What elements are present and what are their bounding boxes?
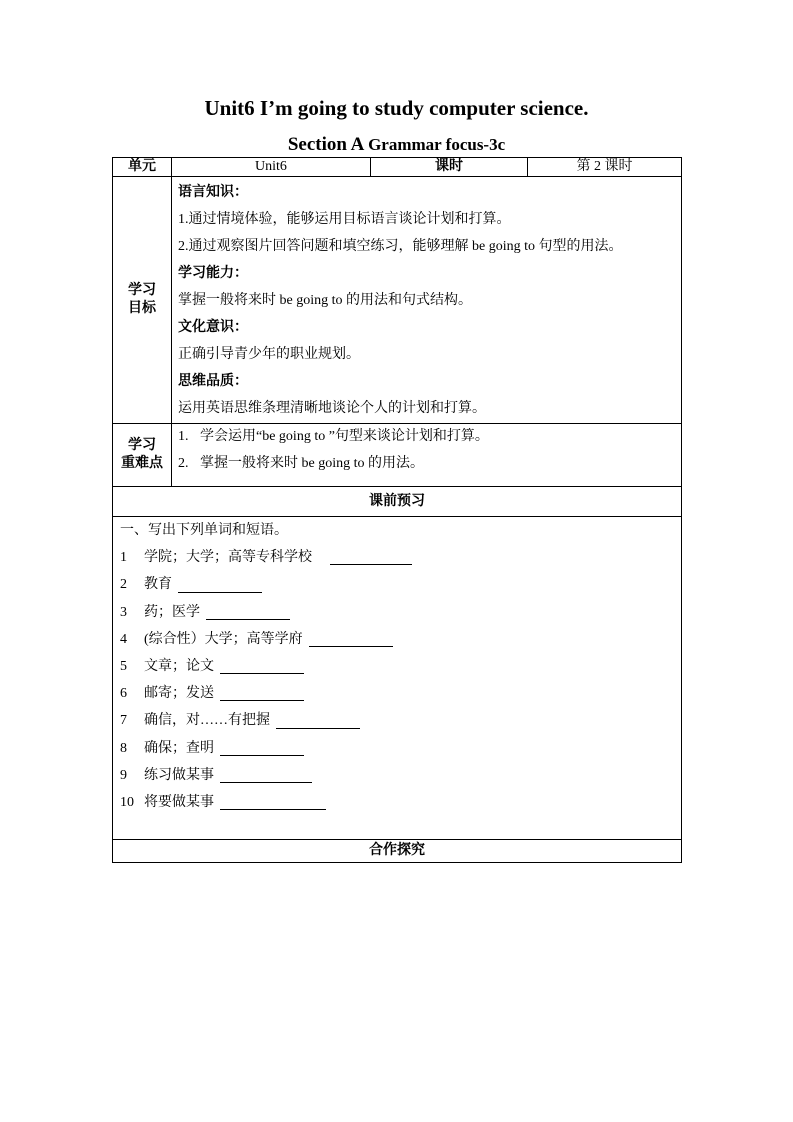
key-point-text: 掌握一般将来时 be going to 的用法。 (200, 456, 424, 471)
vocab-item (120, 628, 681, 655)
page-subtitle (0, 134, 793, 156)
vocab-prompt: 确信，对……有把握 (144, 713, 270, 729)
key-point-number: 2. (178, 456, 189, 471)
objective-line: 2.通过观察图片回答问题和填空练习，能够理解 be going to 句型的用法。 (178, 239, 623, 254)
answer-blank[interactable] (220, 741, 304, 756)
period-value: 第 2 课时 (528, 158, 682, 177)
vocab-prompt: 将要做某事 (144, 794, 214, 810)
preview-content-row (113, 517, 682, 840)
answer-blank[interactable] (220, 659, 304, 674)
answer-blank[interactable] (220, 768, 312, 783)
vocab-exercise (113, 517, 682, 840)
answer-blank[interactable] (309, 632, 393, 647)
vocab-item (120, 682, 681, 709)
objective-line: 学习能力： (178, 266, 248, 281)
vocab-item (120, 709, 681, 736)
answer-blank[interactable] (220, 795, 326, 810)
vocab-prompt: 文章；论文 (144, 658, 214, 674)
vocab-number: 2 (120, 577, 127, 593)
page-title: Unit6 I’m going to study computer science. (204, 96, 589, 120)
vocab-item (120, 546, 681, 573)
preview-title: 课前预习 (113, 487, 682, 517)
vocab-item (120, 601, 681, 628)
key-point-text: 学会运用“be going to ”句型来谈论计划和打算。 (200, 429, 489, 444)
unit-value: Unit6 (172, 158, 371, 177)
key-points-row (113, 424, 682, 487)
lesson-plan-table (112, 157, 682, 863)
preview-title-row (113, 487, 682, 517)
key-point-item (178, 453, 681, 480)
key-points-label (113, 424, 172, 487)
subtitle-topic: Grammar focus-3c (368, 135, 506, 154)
objective-line: 文化意识： (178, 320, 248, 335)
key-point-item (178, 426, 681, 453)
objective-line: 思维品质： (178, 374, 248, 389)
vocab-item (120, 764, 681, 791)
objectives-content (172, 177, 682, 424)
vocab-prompt: 药；医学 (144, 604, 200, 620)
objective-line: 语言知识： (178, 185, 248, 200)
vocab-number: 7 (120, 713, 127, 729)
key-points-content (172, 424, 682, 487)
vocab-number: 1 (120, 550, 127, 566)
objectives-label (113, 177, 172, 424)
objectives-label-line1: 学习 (128, 283, 156, 298)
objectives-label-line2: 目标 (128, 301, 156, 316)
cooperation-row (113, 840, 682, 863)
objective-line: 正确引导青少年的职业规划。 (178, 347, 360, 362)
vocab-number: 4 (120, 631, 127, 647)
vocab-number: 6 (120, 686, 127, 702)
vocab-prompt: 确保；查明 (144, 740, 214, 756)
exercise-instruction: 一、写出下列单词和短语。 (120, 523, 288, 538)
key-point-number: 1. (178, 429, 189, 444)
answer-blank[interactable] (178, 578, 262, 593)
objective-line: 掌握一般将来时 be going to 的用法和句式结构。 (178, 293, 472, 308)
vocab-number: 8 (120, 740, 127, 756)
header-row (113, 158, 682, 177)
vocab-prompt: (综合性）大学；高等学府 (144, 631, 303, 647)
vocab-number: 5 (120, 658, 127, 674)
period-label: 课时 (371, 158, 528, 177)
subtitle-section: Section A (287, 134, 364, 155)
unit-label: 单元 (113, 158, 172, 177)
vocab-number: 9 (120, 767, 127, 783)
key-points-label-line2: 重难点 (121, 456, 163, 471)
vocab-item (120, 791, 681, 818)
key-points-label-line1: 学习 (128, 438, 156, 453)
vocab-number: 10 (120, 794, 134, 810)
vocab-prompt: 练习做某事 (144, 767, 214, 783)
objectives-row (113, 177, 682, 424)
objective-line: 1.通过情境体验，能够运用目标语言谈论计划和打算。 (178, 212, 511, 227)
cooperation-title: 合作探究 (113, 840, 682, 863)
vocab-prompt: 教育 (144, 577, 172, 593)
vocab-item (120, 737, 681, 764)
vocab-prompt: 学院；大学；高等专科学校 (144, 550, 312, 566)
answer-blank[interactable] (220, 686, 304, 701)
answer-blank[interactable] (206, 605, 290, 620)
vocab-item (120, 573, 681, 600)
vocab-prompt: 邮寄；发送 (144, 686, 214, 702)
vocab-number: 3 (120, 604, 127, 620)
vocab-item (120, 655, 681, 682)
answer-blank[interactable] (330, 550, 412, 565)
objective-line: 运用英语思维条理清晰地谈论个人的计划和打算。 (178, 401, 486, 416)
answer-blank[interactable] (276, 714, 360, 729)
